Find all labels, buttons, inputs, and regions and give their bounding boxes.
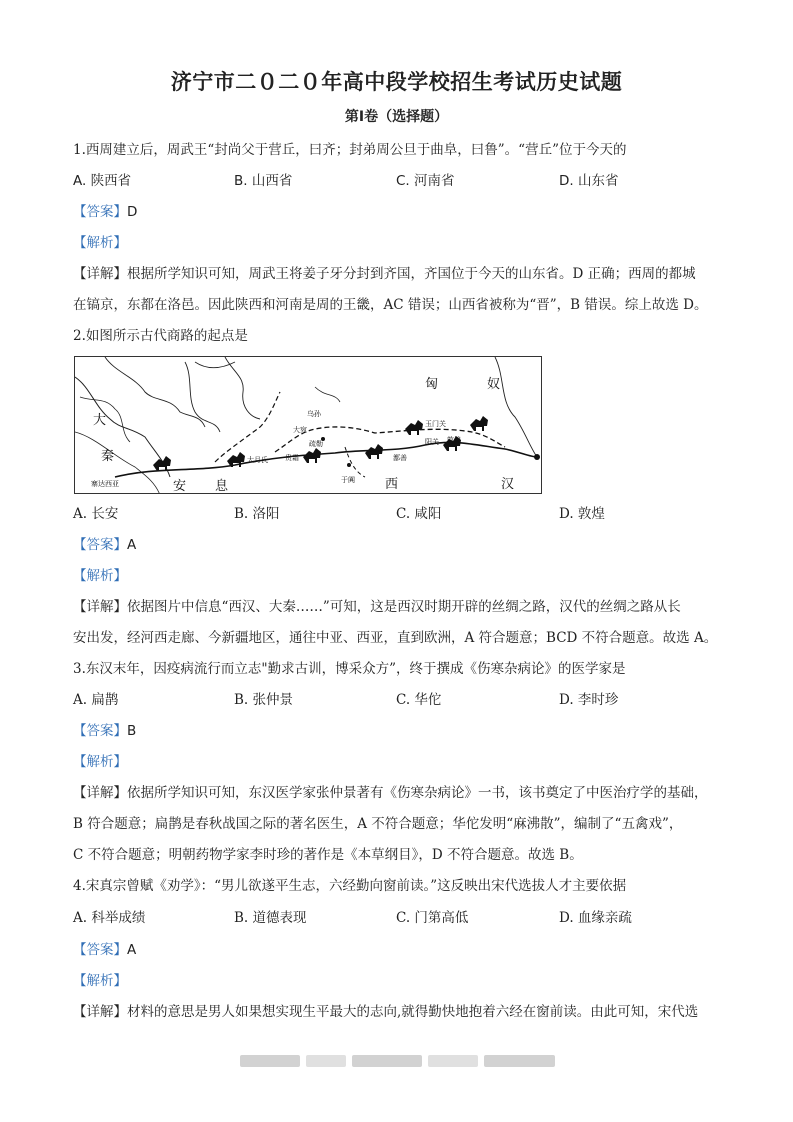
option-b: B. 洛阳 [234, 506, 280, 522]
detail-tag: 【详解】 [73, 1004, 127, 1020]
map-label-shanshan: 鄯善 [393, 454, 407, 462]
question-4-stem: 4.宋真宗曾赋《劝学》：“男儿欲遂平生志，六经勤向窗前读。”这反映出宋代选拔人才主要依据 [73, 878, 627, 894]
question-4-options [73, 908, 723, 928]
yutian-dot [347, 463, 351, 467]
map-label-wusun: 乌孙 [307, 410, 321, 418]
route-branch-north [215, 392, 280, 462]
east-coast [495, 357, 537, 457]
map-label-qin: 秦 [101, 449, 115, 464]
option-b: B. 道德表现 [234, 910, 307, 926]
answer-tag: 【答案】 [73, 942, 127, 958]
option-a: A. 扁鹊 [73, 692, 119, 708]
map-label-han: 汉 [501, 477, 515, 492]
answer-tag: 【答案】 [73, 204, 127, 220]
answer-tag: 【答案】 [73, 537, 127, 553]
option-d: D. 血缘亲疏 [559, 910, 632, 926]
map-label-xi: 西 [385, 477, 399, 492]
map-label-dawan: 大宛 [293, 426, 307, 434]
answer-value: A [127, 942, 137, 958]
option-d: D. 李时珍 [559, 692, 619, 708]
section-subtitle: 第Ⅰ卷（选择题） [344, 109, 449, 125]
question-3-analysis [73, 752, 723, 772]
question-2-answer [73, 535, 723, 555]
option-c: C. 河南省 [396, 173, 455, 189]
detail-tag: 【详解】 [73, 599, 127, 615]
changan-dot [534, 454, 540, 460]
answer-value: B [127, 723, 137, 739]
map-label-shule: 疏勒 [309, 440, 323, 448]
option-a: A. 科举成绩 [73, 910, 146, 926]
question-1-analysis [73, 233, 723, 253]
silk-road-route-south [115, 442, 537, 477]
option-d: D. 山东省 [559, 173, 619, 189]
option-d: D. 敦煌 [559, 506, 605, 522]
map-label-city-west: 寨达西亚 [91, 480, 119, 488]
caspian-west [185, 362, 220, 432]
map-drawing [75, 357, 542, 494]
question-2-options [73, 504, 723, 524]
coastline-west [75, 377, 170, 477]
question-3-detail-1: 【详解】依据所学知识可知，东汉医学家张仲景著有《伤寒杂病论》一书，该书奠定了中医治疗学的基础， [73, 785, 708, 801]
lake-balkhash [315, 387, 340, 402]
question-3-detail-2: B 符合题意；扁鹊是春秋战国之际的著名医生，A 不符合题意；华佗发明“麻沸散”，编制了“五禽戏”， [73, 816, 683, 832]
question-1-stem: 1.西周建立后，周武王“封尚父于营丘，曰齐；封弟周公旦于曲阜，曰鲁”。“营丘”位于今天的 [73, 142, 627, 158]
camel-icon [365, 444, 383, 459]
answer-tag: 【答案】 [73, 723, 127, 739]
camel-icon [405, 420, 423, 435]
map-label-guishuang: 贵霜 [285, 454, 299, 462]
answer-value: A [127, 537, 137, 553]
detail-tag: 【详解】 [73, 266, 127, 282]
option-c: C. 华佗 [396, 692, 442, 708]
option-c: C. 门第高低 [396, 910, 469, 926]
map-label-yutian: 于阗 [341, 476, 355, 484]
question-3-detail-3: C 不符合题意；明朝药物学家李时珍的著作是《本草纲目》，D 不符合题意。故选 B。 [73, 847, 583, 863]
map-label-xi-anxi: 息 [215, 479, 229, 494]
question-1-answer [73, 202, 723, 222]
analysis-tag: 【解析】 [73, 235, 127, 251]
question-2-detail-2: 安出发，经河西走廊、今新疆地区，通往中亚、西亚，直到欧洲，A 符合题意；BCD 不符合题意。故选 A。 [73, 630, 718, 646]
option-b: B. 张仲景 [234, 692, 294, 708]
caspian-east [225, 357, 260, 419]
question-4-detail-1: 【详解】材料的意思是男人如果想实现生平最大的志向,就得勤快地抱着六经在窗前读。由此可知，宋代选 [73, 1004, 699, 1020]
question-1-detail-1: 【详解】根据所学知识可知，周武王将姜子牙分封到齐国，齐国位于今天的山东省。D 正确；西周的都城 [73, 266, 696, 282]
question-3-answer [73, 721, 723, 741]
answer-value: D [127, 204, 138, 220]
option-c: C. 咸阳 [396, 506, 442, 522]
question-4-analysis [73, 971, 723, 991]
page-title: 济宁市二０二０年高中段学校招生考试历史试题 [170, 70, 623, 94]
map-label-an: 安 [173, 479, 187, 494]
map-label-dayuezhi: 大月氏 [247, 456, 268, 464]
map-label-xiongnu-2: 奴 [487, 377, 501, 392]
question-1-detail-2: 在镐京，东都在洛邑。因此陕西和河南是周的王畿，AC 错误；山西省被称为“晋”，B 错误。综上故选 D。 [73, 297, 708, 313]
camel-icon [303, 448, 321, 463]
camel-icon [470, 416, 488, 431]
question-3-stem: 3.东汉末年，因疫病流行而立志"勤求古训，博采众方”，终于撰成《伤寒杂病论》的医学家是 [73, 661, 626, 677]
blurred-footer-watermark [240, 1055, 555, 1067]
map-label-yangguan: 阳关 [425, 438, 439, 446]
question-2-stem: 2.如图所示古代商路的起点是 [73, 328, 248, 344]
option-a: A. 陕西省 [73, 173, 132, 189]
option-a: A. 长安 [73, 506, 119, 522]
map-label-xiongnu-1: 匈 [425, 377, 439, 392]
map-label-dunhuang: 敦煌 [447, 436, 461, 444]
analysis-tag: 【解析】 [73, 973, 127, 989]
option-b: B. 山西省 [234, 173, 293, 189]
detail-tag: 【详解】 [73, 785, 127, 801]
analysis-tag: 【解析】 [73, 568, 127, 584]
camel-icon [153, 456, 171, 471]
question-1-options [73, 171, 723, 191]
map-label-da: 大 [93, 413, 107, 428]
question-4-answer [73, 940, 723, 960]
question-3-options [73, 690, 723, 710]
question-2-analysis [73, 566, 723, 586]
question-2-detail-1: 【详解】依据图片中信息“西汉、大秦……”可知，这是西汉时期开辟的丝绸之路，汉代的丝绸之路从长 [73, 599, 681, 615]
analysis-tag: 【解析】 [73, 754, 127, 770]
map-label-yumenguan: 玉门关 [425, 420, 446, 428]
silk-road-map [74, 356, 542, 494]
